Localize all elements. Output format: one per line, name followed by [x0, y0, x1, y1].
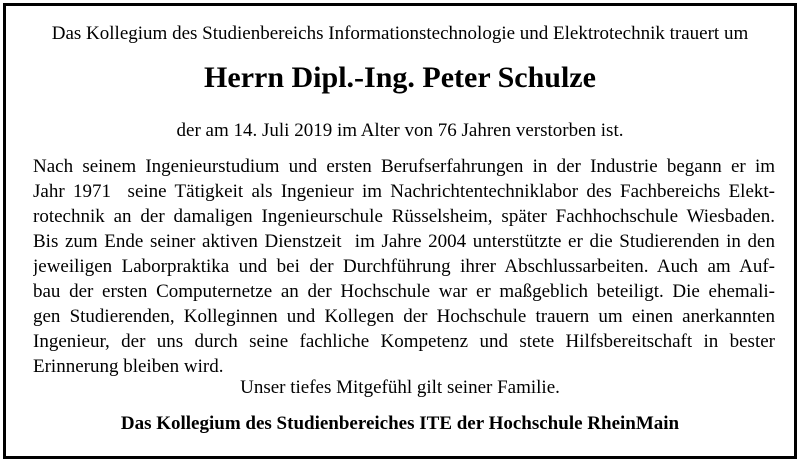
- body-line: bau der ersten Computernetze an der Hochschule war er maßgeblich beteiligt. Die ehemali-: [33, 281, 775, 302]
- obituary-body: [33, 154, 775, 379]
- body-line: Erinnerung bleiben wird.: [33, 356, 224, 377]
- date-line: der am 14. Juli 2019 im Alter von 76 Jahren verstorben ist.: [176, 120, 624, 141]
- body-line: Ingenieur, der uns durch seine fachliche Kompetenz und stete Hilfsbereitschaft in bester: [33, 331, 775, 352]
- intro-line: Das Kollegium des Studienbereichs Informationstechnologie und Elektrotechnik trauert um: [51, 23, 749, 44]
- signature-line: Das Kollegium des Studienbereiches ITE der Hochschule RheinMain: [120, 413, 680, 434]
- body-line: gen Studierenden, Kolleginnen und Kollegen der Hochschule trauern um einen anerkannten: [33, 306, 775, 327]
- condolence-line: Unser tiefes Mitgefühl gilt seiner Familie.: [240, 377, 560, 398]
- obituary-notice: [3, 3, 797, 459]
- body-line: Bis zum Ende seiner aktiven Dienstzeit im Jahre 2004 unterstützte er die Studierenden in den: [33, 231, 775, 252]
- body-line: rotechnik an der damaligen Ingenieurschule Rüsselsheim, später Fachhochschule Wiesbaden.: [33, 206, 775, 227]
- body-line: Jahr 1971 seine Tätigkeit als Ingenieur im Nachrichtentechniklabor des Fachbereichs Elekt-: [33, 181, 775, 202]
- body-line: jeweiligen Laborpraktika und bei der Durchführung ihrer Abschlussarbeiten. Auch am Auf-: [33, 256, 775, 277]
- body-line: Nach seinem Ingenieurstudium und ersten Berufserfahrungen in der Industrie begann er im: [33, 156, 775, 177]
- deceased-name: Herrn Dipl.-Ing. Peter Schulze: [204, 61, 596, 94]
